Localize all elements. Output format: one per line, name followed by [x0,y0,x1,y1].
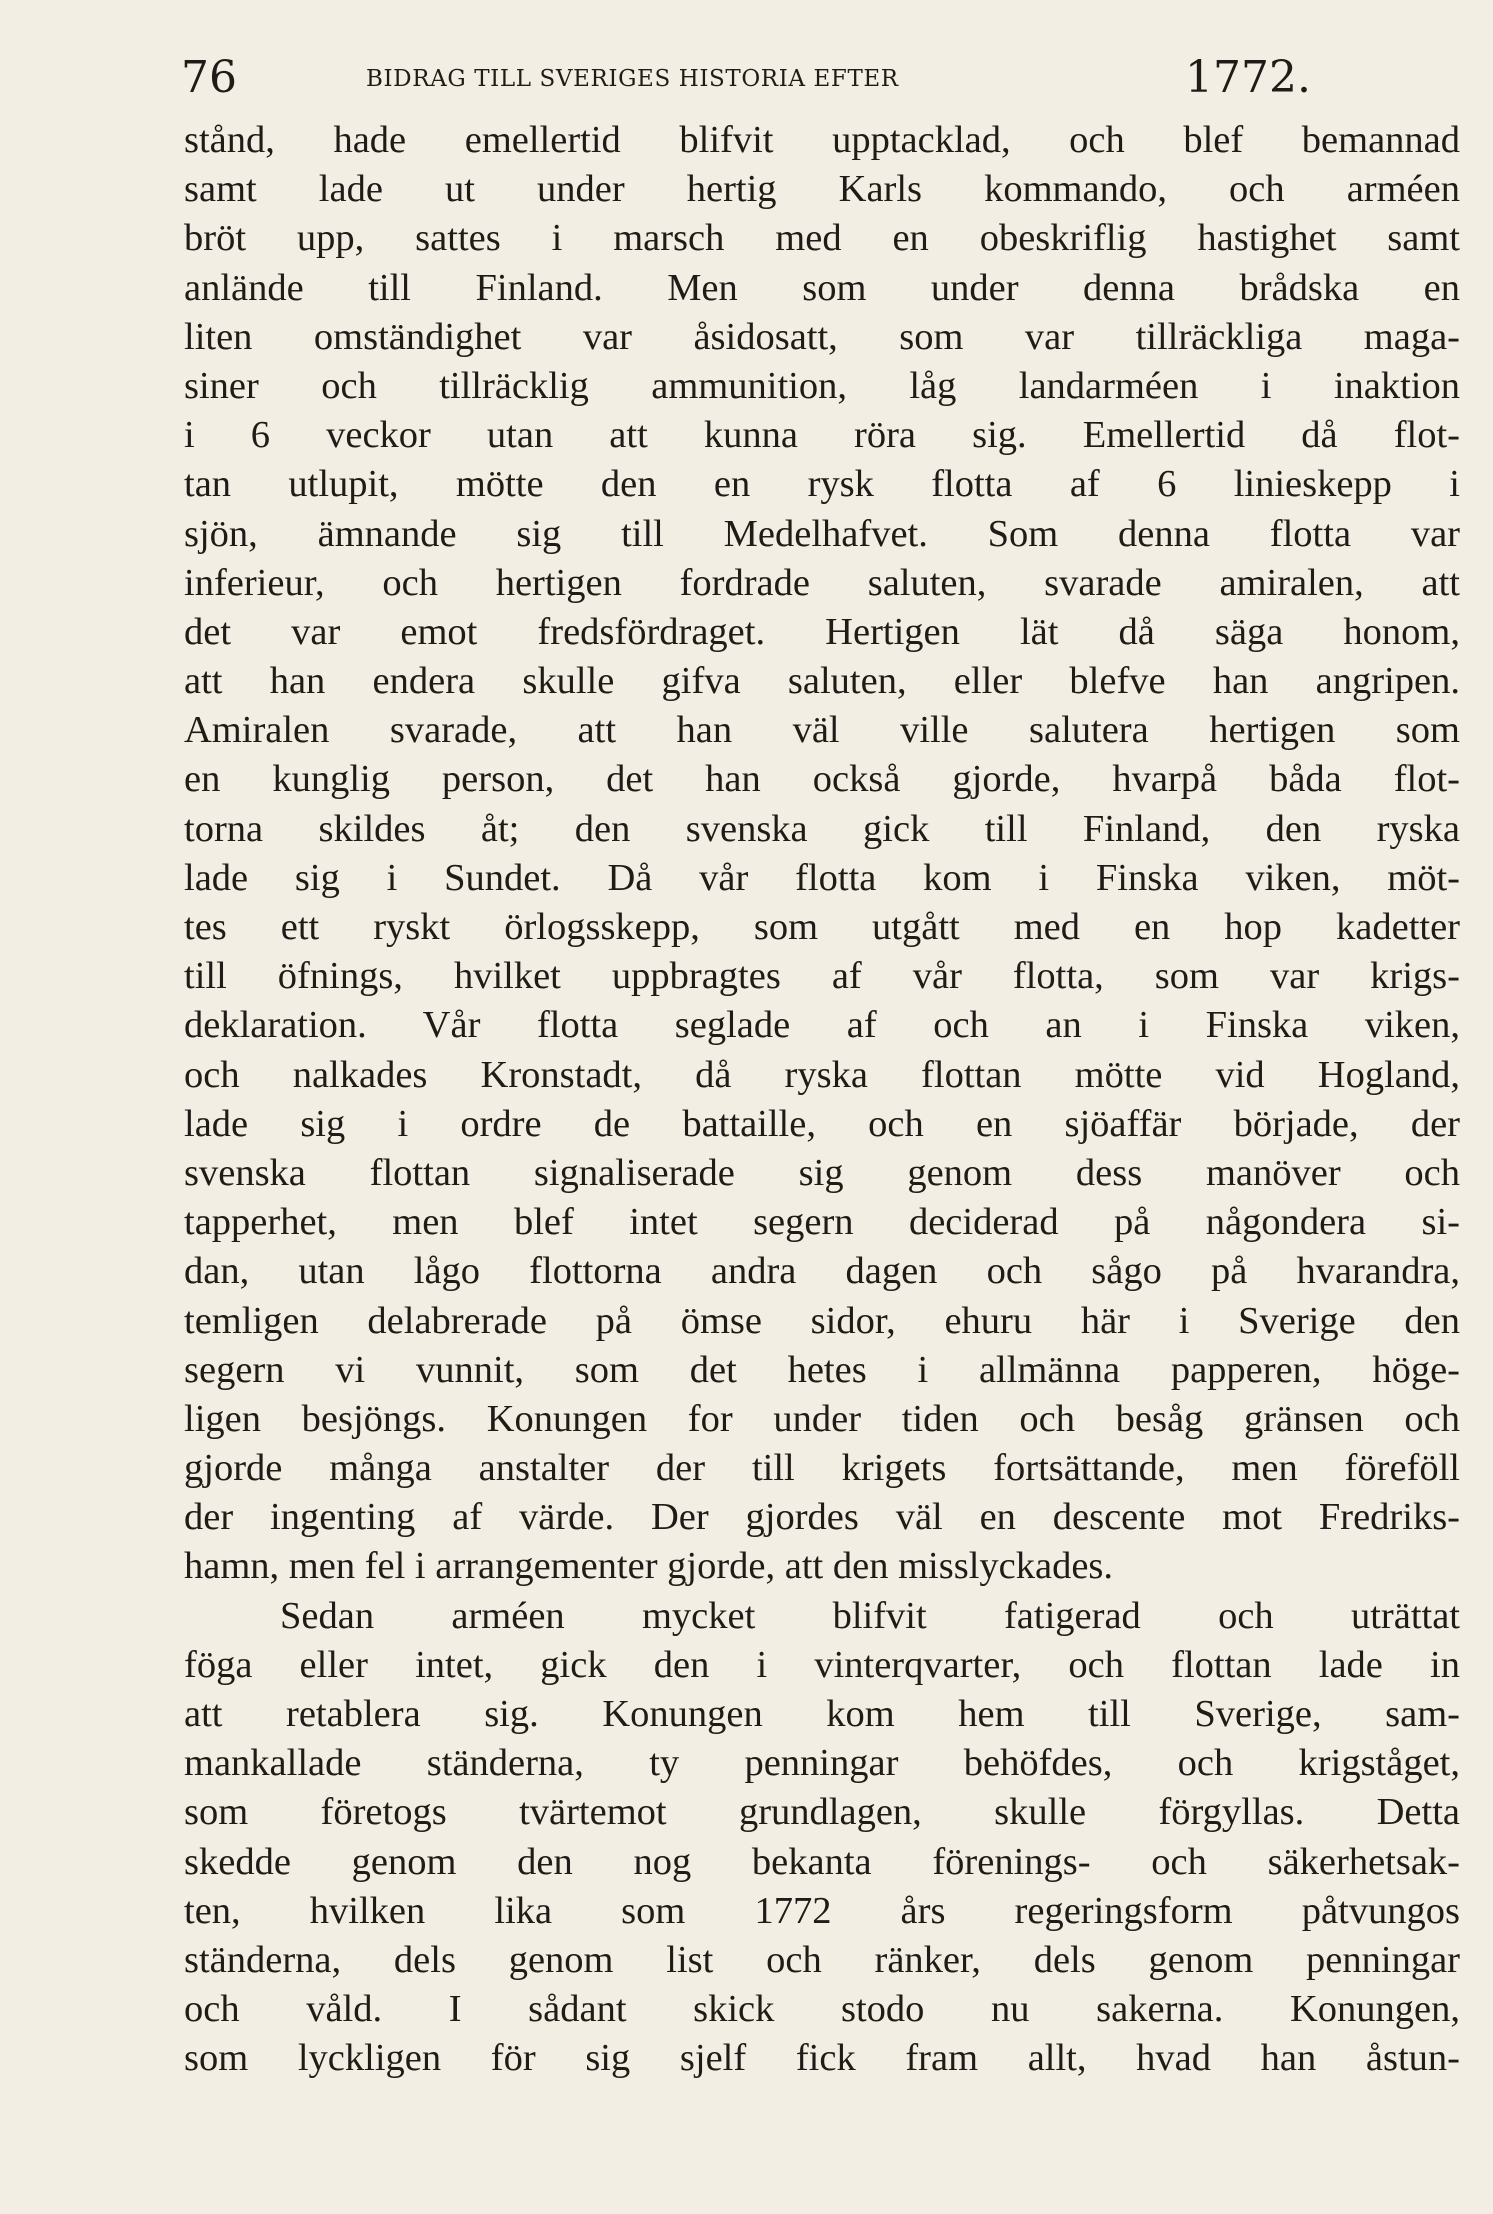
text-line: lade sig i ordre de battaille, och en sjöaffär började, der [184,1102,1460,1145]
text-line: gjorde många anstalter der till krigets fortsättande, men föreföll [184,1447,1460,1490]
text-line: inferieur, och hertigen fordrade saluten, svarade amiralen, att [184,561,1460,604]
text-line: anlände till Finland. Men som under denna brådska en [184,266,1460,309]
text-line: tapperhet, men blef intet segern deciderad på någondera si- [184,1201,1460,1244]
text-line: mankallade ständerna, ty penningar behöfdes, och krigståget, [184,1742,1460,1785]
text-line: till öfnings, hvilket uppbragtes af vår flotta, som var krigs- [184,955,1460,998]
running-head-year: 1772. [1185,52,1311,103]
text-line: som företogs tvärtemot grundlagen, skulle förgyllas. Detta [184,1791,1460,1834]
text-line: der ingenting af värde. Der gjordes väl en descente mot Fredriks- [184,1496,1460,1539]
text-line: siner och tillräcklig ammunition, låg landarméen i inaktion [184,364,1460,407]
text-line: skedde genom den nog bekanta förenings- och säkerhetsak- [184,1840,1460,1883]
body-text [184,116,1460,2084]
text-line: segern vi vunnit, som det hetes i allmänna papperen, höge- [184,1348,1460,1391]
text-line: som lyckligen för sig sjelf fick fram allt, hvad han åstun- [184,2037,1460,2080]
text-line: liten omständighet var åsidosatt, som var tillräckliga maga- [184,315,1460,358]
text-line: deklaration. Vår flotta seglade af och an i Finska viken, [184,1004,1460,1047]
text-line: sjön, ämnande sig till Medelhafvet. Som denna flotta var [184,512,1460,555]
text-line: stånd, hade emellertid blifvit upptacklad, och blef bemannad [184,119,1460,161]
text-line: ten, hvilken lika som 1772 års regeringsform påtvungos [184,1889,1460,1932]
text-line: bröt upp, sattes i marsch med en obeskriflig hastighet samt [184,217,1460,260]
text-line: föga eller intet, gick den i vinterqvarter, och flottan lade in [184,1643,1460,1686]
running-head [181,48,1311,108]
text-line: och nalkades Kronstadt, då ryska flottan mötte vid Hogland, [184,1053,1460,1096]
text-line: i 6 veckor utan att kunna röra sig. Emellertid då flot- [184,414,1460,457]
page-number: 76 [181,52,237,103]
text-line: att retablera sig. Konungen kom hem till Sverige, sam- [184,1693,1460,1735]
text-line: tan utlupit, mötte den en rysk flotta af 6 linieskepp i [184,463,1460,506]
text-line: lade sig i Sundet. Då vår flotta kom i Finska viken, möt- [184,856,1460,899]
text-line: temligen delabrerade på ömse sidor, ehuru här i Sverige den [184,1299,1460,1342]
text-line: tes ett ryskt örlogsskepp, som utgått med en hop kadetter [184,906,1460,948]
text-line: Amiralen svarade, att han väl ville salutera hertigen som [184,709,1460,752]
running-head-title: BIDRAG TILL SVERIGES HISTORIA EFTER [366,66,899,92]
text-line: ligen besjöngs. Konungen for under tiden och besåg gränsen och [184,1397,1460,1440]
text-line: torna skildes åt; den svenska gick till Finland, den ryska [184,807,1460,850]
text-line: hamn, men fel i arrangementer gjorde, att den misslyckades. [184,1545,1114,1588]
text-line: och våld. I sådant skick stodo nu sakerna. Konungen, [184,1988,1460,2031]
text-line: Sedan arméen mycket blifvit fatigerad och uträttat [280,1594,1460,1637]
text-line: ständerna, dels genom list och ränker, dels genom penningar [184,1938,1460,1981]
text-line: det var emot fredsfördraget. Hertigen lät då säga honom, [184,610,1460,653]
text-line: att han endera skulle gifva saluten, eller blefve han angripen. [184,660,1460,703]
text-line: dan, utan lågo flottorna andra dagen och sågo på hvarandra, [184,1250,1460,1293]
text-line: samt lade ut under hertig Karls kommando, och arméen [184,168,1460,211]
text-line: svenska flottan signaliserade sig genom dess manöver och [184,1151,1460,1194]
text-line: en kunglig person, det han också gjorde, hvarpå båda flot- [184,758,1460,801]
